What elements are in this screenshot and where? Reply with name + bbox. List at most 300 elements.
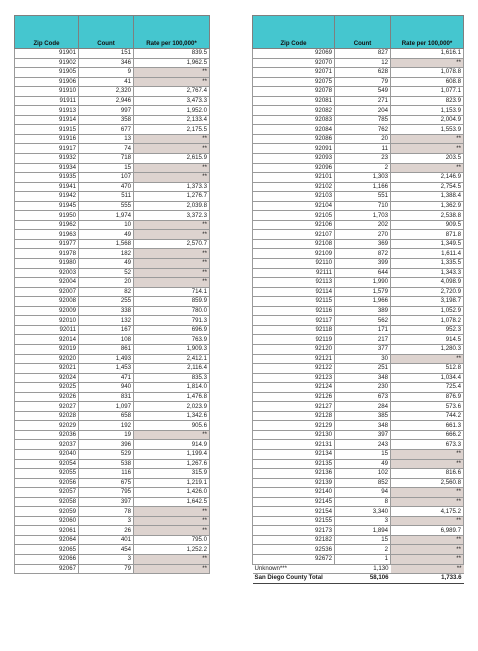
count-cell: 3 — [79, 516, 134, 526]
zip-code-cell: 92009 — [15, 306, 79, 316]
rate-cell: 2,754.5 — [391, 182, 464, 192]
table-row — [15, 545, 210, 555]
table-row — [15, 220, 210, 230]
zip-code-cell: 92070 — [253, 58, 335, 68]
table-row — [253, 421, 464, 431]
count-cell: 82 — [79, 287, 134, 297]
table-row — [15, 173, 210, 183]
rate-cell: 673.3 — [391, 440, 464, 450]
count-cell: 718 — [79, 154, 134, 164]
rate-cell: 2,146.9 — [391, 173, 464, 183]
rate-cell: 1,034.4 — [391, 373, 464, 383]
count-cell: 795 — [79, 488, 134, 498]
table-row — [253, 134, 464, 144]
count-cell: 675 — [79, 478, 134, 488]
zip-code-cell: 92104 — [253, 201, 335, 211]
table-row — [15, 402, 210, 412]
zip-code-cell: 92010 — [15, 316, 79, 326]
rate-cell: 795.0 — [134, 535, 210, 545]
count-cell: 538 — [79, 459, 134, 469]
zip-code-cell: 92105 — [253, 211, 335, 221]
table-row — [15, 411, 210, 421]
zip-code-cell: 92067 — [15, 564, 79, 574]
table-row — [253, 49, 464, 59]
count-cell: 377 — [335, 344, 391, 354]
table-row — [15, 106, 210, 116]
zip-code-cell: 92106 — [253, 220, 335, 230]
zip-code-cell: 92173 — [253, 526, 335, 536]
rate-cell: 714.1 — [134, 287, 210, 297]
rate-cell: 1,343.3 — [391, 268, 464, 278]
zip-code-cell: 92182 — [253, 535, 335, 545]
count-cell: 644 — [335, 268, 391, 278]
zip-code-cell: 92036 — [15, 430, 79, 440]
count-cell: 255 — [79, 297, 134, 307]
table-row — [15, 182, 210, 192]
zip-code-cell: 91901 — [15, 49, 79, 59]
rate-cell: 3,372.3 — [134, 211, 210, 221]
table-row — [15, 440, 210, 450]
rate-cell: 823.9 — [391, 96, 464, 106]
rate-cell: ** — [134, 144, 210, 154]
count-cell: 8 — [335, 497, 391, 507]
rate-cell: 1,219.1 — [134, 478, 210, 488]
count-cell: 202 — [335, 220, 391, 230]
table-row — [15, 344, 210, 354]
rate-cell: ** — [134, 249, 210, 259]
count-cell: 1,990 — [335, 278, 391, 288]
count-cell: 108 — [79, 335, 134, 345]
table-row — [253, 144, 464, 154]
zip-code-cell: 92126 — [253, 392, 335, 402]
count-cell: 852 — [335, 478, 391, 488]
table-row — [253, 430, 464, 440]
rate-cell: 2,560.8 — [391, 478, 464, 488]
table-row — [253, 554, 464, 564]
zip-code-cell: 92093 — [253, 154, 335, 164]
total-rate: 1,733.6 — [391, 574, 464, 584]
table-row — [253, 535, 464, 545]
table-row — [253, 383, 464, 393]
rate-cell: 3,198.7 — [391, 297, 464, 307]
zip-code-cell: 92064 — [15, 535, 79, 545]
zip-code-cell: 92066 — [15, 554, 79, 564]
zip-code-cell: 92083 — [253, 115, 335, 125]
zip-code-cell: 92025 — [15, 383, 79, 393]
zip-code-cell: 92139 — [253, 478, 335, 488]
zip-code-cell: 92096 — [253, 163, 335, 173]
zip-code-cell: 91917 — [15, 144, 79, 154]
table-row — [15, 259, 210, 269]
count-cell: 243 — [335, 440, 391, 450]
count-cell: 204 — [335, 106, 391, 116]
count-cell: 511 — [79, 192, 134, 202]
zip-code-cell: 92091 — [253, 144, 335, 154]
zip-code-cell: 92060 — [15, 516, 79, 526]
zip-code-cell: 92111 — [253, 268, 335, 278]
count-cell: 1,097 — [79, 402, 134, 412]
zip-code-cell: 91934 — [15, 163, 79, 173]
rate-cell: 1,373.3 — [134, 182, 210, 192]
zip-code-cell: 92020 — [15, 354, 79, 364]
zip-table-right — [252, 15, 464, 584]
count-header: Count — [79, 16, 134, 49]
rate-cell: 2,023.9 — [134, 402, 210, 412]
rate-cell: 1,611.4 — [391, 249, 464, 259]
rate-cell: 1,078.2 — [391, 316, 464, 326]
table-row — [15, 373, 210, 383]
count-cell: 102 — [335, 469, 391, 479]
count-cell: 785 — [335, 115, 391, 125]
zip-code-cell: 92028 — [15, 411, 79, 421]
rate-cell: ** — [134, 163, 210, 173]
rate-cell: 909.5 — [391, 220, 464, 230]
rate-cell: 2,615.9 — [134, 154, 210, 164]
count-cell: 628 — [335, 68, 391, 78]
count-cell: 529 — [79, 449, 134, 459]
zip-code-cell: 92101 — [253, 173, 335, 183]
table-row — [253, 211, 464, 221]
table-row — [15, 297, 210, 307]
zip-code-cell: 92057 — [15, 488, 79, 498]
table-row — [15, 554, 210, 564]
count-cell: 827 — [335, 49, 391, 59]
zip-code-cell: 92075 — [253, 77, 335, 87]
table-row — [253, 449, 464, 459]
count-cell: 3 — [79, 554, 134, 564]
table-row — [253, 478, 464, 488]
count-cell: 26 — [79, 526, 134, 536]
total-label: San Diego County Total — [253, 574, 335, 584]
table-row — [15, 144, 210, 154]
zip-code-cell: 91962 — [15, 220, 79, 230]
rate-cell: 1,267.6 — [134, 459, 210, 469]
rate-cell: 905.6 — [134, 421, 210, 431]
table-row — [253, 497, 464, 507]
zip-code-cell: 92109 — [253, 249, 335, 259]
table-row — [253, 68, 464, 78]
zip-code-cell: 92127 — [253, 402, 335, 412]
rate-cell: 203.5 — [391, 154, 464, 164]
count-cell: 348 — [335, 421, 391, 431]
rate-cell: 1,553.9 — [391, 125, 464, 135]
table-row — [253, 201, 464, 211]
count-cell: 15 — [79, 163, 134, 173]
count-cell: 30 — [335, 354, 391, 364]
count-cell: 396 — [79, 440, 134, 450]
count-cell: 271 — [335, 96, 391, 106]
unknown-label: Unknown*** — [253, 564, 335, 574]
zip-code-cell: 91950 — [15, 211, 79, 221]
table-row — [15, 478, 210, 488]
zip-code-cell: 92134 — [253, 449, 335, 459]
rate-cell: ** — [134, 134, 210, 144]
count-cell: 562 — [335, 316, 391, 326]
rate-cell: 1,642.5 — [134, 497, 210, 507]
count-cell: 346 — [79, 58, 134, 68]
table-row — [253, 220, 464, 230]
count-cell: 171 — [335, 325, 391, 335]
rate-cell: ** — [391, 163, 464, 173]
table-row — [253, 344, 464, 354]
rate-cell: 1,335.5 — [391, 259, 464, 269]
rate-header: Rate per 100,000* — [391, 16, 464, 49]
zip-code-cell: 92123 — [253, 373, 335, 383]
rate-cell: 859.9 — [134, 297, 210, 307]
rate-cell: 1,052.9 — [391, 306, 464, 316]
rate-header: Rate per 100,000* — [134, 16, 210, 49]
zip-code-cell: 91932 — [15, 154, 79, 164]
count-cell: 11 — [335, 144, 391, 154]
rate-cell: 1,388.4 — [391, 192, 464, 202]
rate-cell: 1,962.5 — [134, 58, 210, 68]
zip-code-cell: 91902 — [15, 58, 79, 68]
zip-code-cell: 91915 — [15, 125, 79, 135]
count-cell: 74 — [79, 144, 134, 154]
rate-cell: ** — [391, 354, 464, 364]
zip-code-cell: 91942 — [15, 192, 79, 202]
count-cell: 79 — [79, 564, 134, 574]
table-row — [15, 68, 210, 78]
count-cell: 454 — [79, 545, 134, 555]
table-row — [15, 526, 210, 536]
zip-code-cell: 92037 — [15, 440, 79, 450]
table-row — [15, 564, 210, 574]
count-cell: 2 — [335, 163, 391, 173]
zip-code-cell: 92008 — [15, 297, 79, 307]
county-total-row — [253, 574, 464, 584]
table-row — [253, 87, 464, 97]
count-cell: 385 — [335, 411, 391, 421]
table-row — [253, 507, 464, 517]
table-row — [253, 306, 464, 316]
table-row — [15, 449, 210, 459]
count-cell: 549 — [335, 87, 391, 97]
count-cell: 167 — [79, 325, 134, 335]
zip-code-cell: 92054 — [15, 459, 79, 469]
rate-cell: 4,098.9 — [391, 278, 464, 288]
rate-cell: 2,175.5 — [134, 125, 210, 135]
table-row — [15, 421, 210, 431]
rate-cell: 835.3 — [134, 373, 210, 383]
zip-code-cell: 91941 — [15, 182, 79, 192]
rate-cell: 1,476.8 — [134, 392, 210, 402]
zip-code-cell: 92113 — [253, 278, 335, 288]
zip-code-cell: 92029 — [15, 421, 79, 431]
count-cell: 270 — [335, 230, 391, 240]
count-cell: 369 — [335, 239, 391, 249]
table-row — [15, 249, 210, 259]
table-row — [15, 287, 210, 297]
rate-cell: 1,280.3 — [391, 344, 464, 354]
count-header: Count — [335, 16, 391, 49]
table-row — [15, 488, 210, 498]
count-cell: 1,974 — [79, 211, 134, 221]
table-row — [253, 287, 464, 297]
rate-cell: ** — [391, 535, 464, 545]
rate-cell: ** — [134, 526, 210, 536]
count-cell: 861 — [79, 344, 134, 354]
rate-cell: 3,473.3 — [134, 96, 210, 106]
count-cell: 658 — [79, 411, 134, 421]
zip-code-cell: 92129 — [253, 421, 335, 431]
count-cell: 399 — [335, 259, 391, 269]
count-cell: 2,320 — [79, 87, 134, 97]
zip-code-cell: 92155 — [253, 516, 335, 526]
count-cell: 1,453 — [79, 364, 134, 374]
count-cell: 1,894 — [335, 526, 391, 536]
unknown-count: 1,130 — [335, 564, 391, 574]
zip-code-cell: 92082 — [253, 106, 335, 116]
zip-code-cell: 91911 — [15, 96, 79, 106]
rate-cell: 871.8 — [391, 230, 464, 240]
count-cell: 19 — [79, 430, 134, 440]
count-cell: 872 — [335, 249, 391, 259]
rate-cell: 1,078.8 — [391, 68, 464, 78]
table-row — [253, 192, 464, 202]
zip-code-cell: 92145 — [253, 497, 335, 507]
rate-cell: 914.9 — [134, 440, 210, 450]
table-row — [15, 392, 210, 402]
table-row — [15, 58, 210, 68]
zip-code-cell: 92140 — [253, 488, 335, 498]
zip-code-cell: 92071 — [253, 68, 335, 78]
zip-code-cell: 92117 — [253, 316, 335, 326]
table-row — [253, 58, 464, 68]
table-row — [253, 325, 464, 335]
rate-cell: 1,342.6 — [134, 411, 210, 421]
rate-cell: ** — [134, 220, 210, 230]
table-row — [253, 335, 464, 345]
zip-code-header: Zip Code — [253, 16, 335, 49]
rate-cell: 839.5 — [134, 49, 210, 59]
table-row — [15, 430, 210, 440]
table-row — [253, 488, 464, 498]
zip-code-cell: 92011 — [15, 325, 79, 335]
count-cell: 1,166 — [335, 182, 391, 192]
count-cell: 15 — [335, 449, 391, 459]
zip-code-cell: 91978 — [15, 249, 79, 259]
zip-code-cell: 92081 — [253, 96, 335, 106]
zip-code-cell: 92059 — [15, 507, 79, 517]
rate-cell: 2,133.4 — [134, 115, 210, 125]
table-row — [253, 182, 464, 192]
table-row — [253, 354, 464, 364]
count-cell: 41 — [79, 77, 134, 87]
count-cell: 2 — [335, 545, 391, 555]
zip-code-cell: 91906 — [15, 77, 79, 87]
count-cell: 94 — [335, 488, 391, 498]
zip-code-cell: 91916 — [15, 134, 79, 144]
zip-code-cell: 91977 — [15, 239, 79, 249]
rate-cell: ** — [391, 497, 464, 507]
rate-cell: 1,616.1 — [391, 49, 464, 59]
count-cell: 555 — [79, 201, 134, 211]
zip-code-cell: 92084 — [253, 125, 335, 135]
rate-cell: ** — [134, 268, 210, 278]
zip-code-cell: 92004 — [15, 278, 79, 288]
table-row — [253, 364, 464, 374]
table-row — [15, 535, 210, 545]
rate-cell: 2,720.9 — [391, 287, 464, 297]
count-cell: 9 — [79, 68, 134, 78]
count-cell: 338 — [79, 306, 134, 316]
rate-cell: 1,362.9 — [391, 201, 464, 211]
count-cell: 710 — [335, 201, 391, 211]
rate-cell: ** — [391, 545, 464, 555]
zip-code-cell: 91935 — [15, 173, 79, 183]
rate-cell: 608.8 — [391, 77, 464, 87]
unknown-rate: ** — [391, 564, 464, 574]
table-row — [253, 249, 464, 259]
table-row — [253, 163, 464, 173]
zip-code-cell: 91945 — [15, 201, 79, 211]
rate-cell: 2,039.8 — [134, 201, 210, 211]
rate-cell: 666.2 — [391, 430, 464, 440]
table-row — [15, 364, 210, 374]
table-row — [15, 469, 210, 479]
count-cell: 49 — [335, 459, 391, 469]
zip-code-cell: 92536 — [253, 545, 335, 555]
rate-cell: ** — [391, 58, 464, 68]
table-row — [15, 163, 210, 173]
table-row — [253, 316, 464, 326]
rate-cell: 816.6 — [391, 469, 464, 479]
rate-cell: ** — [134, 564, 210, 574]
count-cell: 1,966 — [335, 297, 391, 307]
table-row — [15, 49, 210, 59]
table-row — [15, 154, 210, 164]
zip-code-cell: 92107 — [253, 230, 335, 240]
zip-code-cell: 92058 — [15, 497, 79, 507]
zip-code-cell: 92115 — [253, 297, 335, 307]
rate-cell: 1,153.9 — [391, 106, 464, 116]
rate-cell: 4,175.2 — [391, 507, 464, 517]
rate-cell: 696.9 — [134, 325, 210, 335]
zip-code-cell: 92024 — [15, 373, 79, 383]
table-row — [253, 268, 464, 278]
count-cell: 1 — [335, 554, 391, 564]
zip-code-cell: 92122 — [253, 364, 335, 374]
table-row — [15, 96, 210, 106]
table-row — [15, 125, 210, 135]
zip-code-cell: 92021 — [15, 364, 79, 374]
count-cell: 1,703 — [335, 211, 391, 221]
table-row — [253, 526, 464, 536]
rate-cell: ** — [134, 173, 210, 183]
rate-cell: ** — [391, 554, 464, 564]
count-cell: 12 — [335, 58, 391, 68]
zip-code-cell: 92136 — [253, 469, 335, 479]
rate-cell: ** — [134, 68, 210, 78]
table-row — [253, 459, 464, 469]
zip-code-cell: 92061 — [15, 526, 79, 536]
table-row — [253, 392, 464, 402]
table-row — [15, 507, 210, 517]
rate-cell: 661.3 — [391, 421, 464, 431]
zip-code-cell: 91963 — [15, 230, 79, 240]
rate-cell: ** — [134, 554, 210, 564]
count-cell: 471 — [79, 373, 134, 383]
rate-cell: 914.5 — [391, 335, 464, 345]
table-row — [15, 325, 210, 335]
count-cell: 15 — [335, 535, 391, 545]
table-row — [253, 115, 464, 125]
rate-cell: 1,199.4 — [134, 449, 210, 459]
rate-cell: 725.4 — [391, 383, 464, 393]
table-row — [253, 125, 464, 135]
table-row — [253, 545, 464, 555]
